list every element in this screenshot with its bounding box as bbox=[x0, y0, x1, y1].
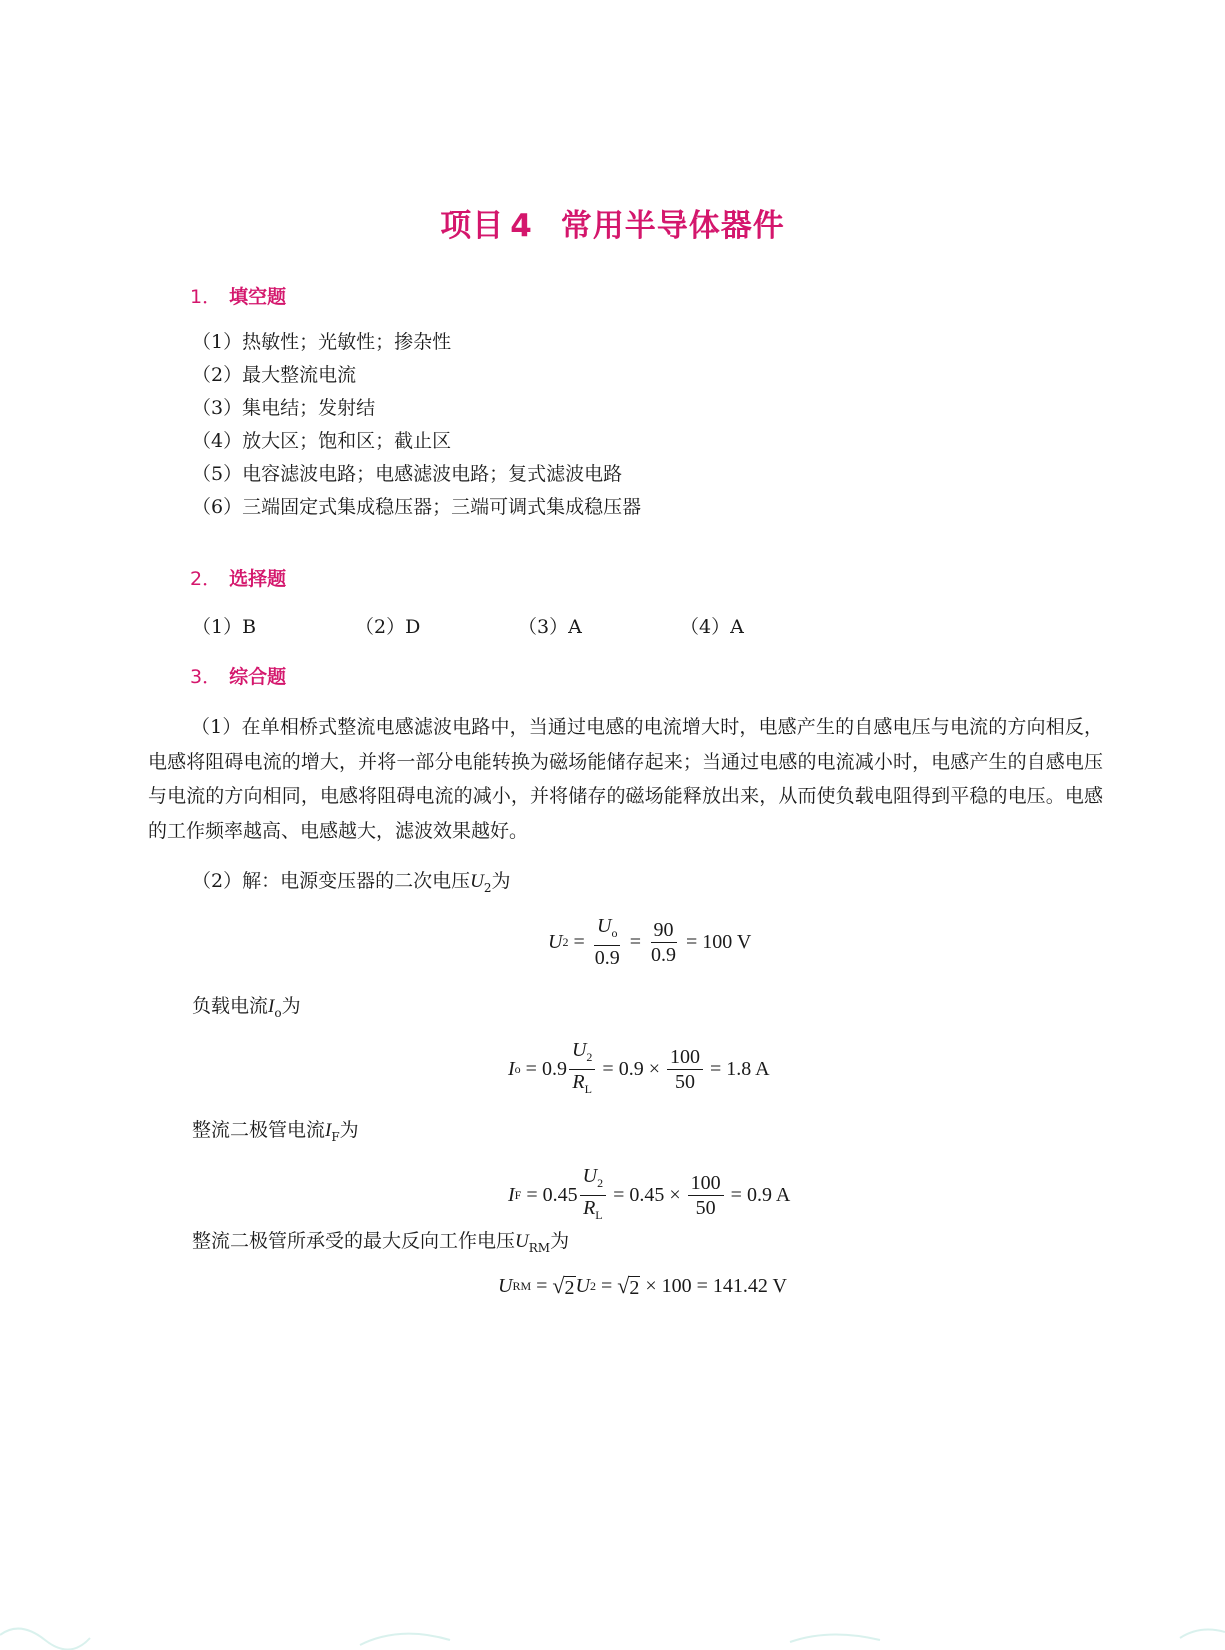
title-label: 项目 bbox=[440, 208, 505, 244]
choice-answer: （2）D bbox=[355, 616, 421, 638]
page-title bbox=[0, 200, 1225, 245]
section-heading-fill: 1． 填空题 bbox=[190, 286, 287, 308]
equation-max-reverse-voltage: U RM = √ 2 U 2 = √ 2 × 100 = 141.42 V bbox=[498, 1273, 787, 1299]
footer-decoration bbox=[0, 1590, 1225, 1650]
section-heading-choice: 2． 选择题 bbox=[190, 568, 287, 590]
answer-paragraph-1: （1）在单相桥式整流电感滤波电路中，当通过电感的电流增大时，电感产生的自感电压与电流的方向相反，电感将阻碍电流的增大，并将一部分电能转换为磁场能储存起来；当通过电感的电流减小时，电感产生的自感电压与电流的方向相同，电感将阻碍电流的减小，并将储存的磁场能释放出来，从而使负载电阻得到平稳的电压。电感的工作频率越高、电感越大，滤波效果越好。 bbox=[148, 716, 1103, 842]
fraction: $\frac{100}{50}$ bbox=[688, 1172, 724, 1219]
title-number: 4 bbox=[510, 208, 533, 244]
fill-item: （1）热敏性；光敏性；掺杂性 bbox=[192, 331, 452, 353]
choice-answer: （3）A bbox=[518, 616, 582, 638]
fraction: $\frac{U_o}{0.9}$ bbox=[594, 915, 620, 969]
fill-item: （3）集电结；发射结 bbox=[192, 397, 376, 419]
fraction: $\frac{U_2}{R_L}$ bbox=[569, 1039, 595, 1100]
title-text: 常用半导体器件 bbox=[560, 208, 785, 244]
answer-2-intro: （2）解：电源变压器的二次电压$U_2$为 bbox=[192, 870, 511, 895]
max-reverse-voltage-intro: 整流二极管所承受的最大反向工作电压$U_{RM}$为 bbox=[192, 1230, 570, 1255]
diode-current-intro: 整流二极管电流$I_F$为 bbox=[192, 1119, 359, 1144]
equation-load-current: I o = 0.9 $\frac{U_2}{R_L}$ = 0.9 × $\frac{100}{50}$ = 1.8 A bbox=[508, 1039, 770, 1100]
fill-item: （4）放大区；饱和区；截止区 bbox=[192, 430, 452, 452]
load-current-intro: 负载电流$I_o$为 bbox=[192, 995, 301, 1020]
fraction: $\frac{90}{0.9}$ bbox=[651, 918, 677, 966]
fill-item: （6）三端固定式集成稳压器；三端可调式集成稳压器 bbox=[192, 496, 642, 518]
equation-diode-current: I F = 0.45 $\frac{U_2}{R_L}$ = 0.45 × $\frac{100}{50}$ = 0.9 A bbox=[508, 1165, 790, 1226]
square-root: √ 2 bbox=[552, 1273, 575, 1299]
equation-secondary-voltage: U 2 = $\frac{U_o}{0.9}$ = $\frac{90}{0.9}$ = 100 V bbox=[548, 915, 752, 969]
fill-item: （2）最大整流电流 bbox=[192, 364, 357, 386]
square-root: √ 2 bbox=[617, 1273, 640, 1299]
fill-item: （5）电容滤波电路；电感滤波电路；复式滤波电路 bbox=[192, 463, 623, 485]
fraction: $\frac{100}{50}$ bbox=[667, 1046, 703, 1093]
fraction: $\frac{U_2}{R_L}$ bbox=[580, 1165, 606, 1226]
section-heading-comprehensive: 3． 综合题 bbox=[190, 666, 287, 688]
choice-answer: （4）A bbox=[680, 616, 744, 638]
choice-answer: （1）B bbox=[192, 616, 257, 638]
